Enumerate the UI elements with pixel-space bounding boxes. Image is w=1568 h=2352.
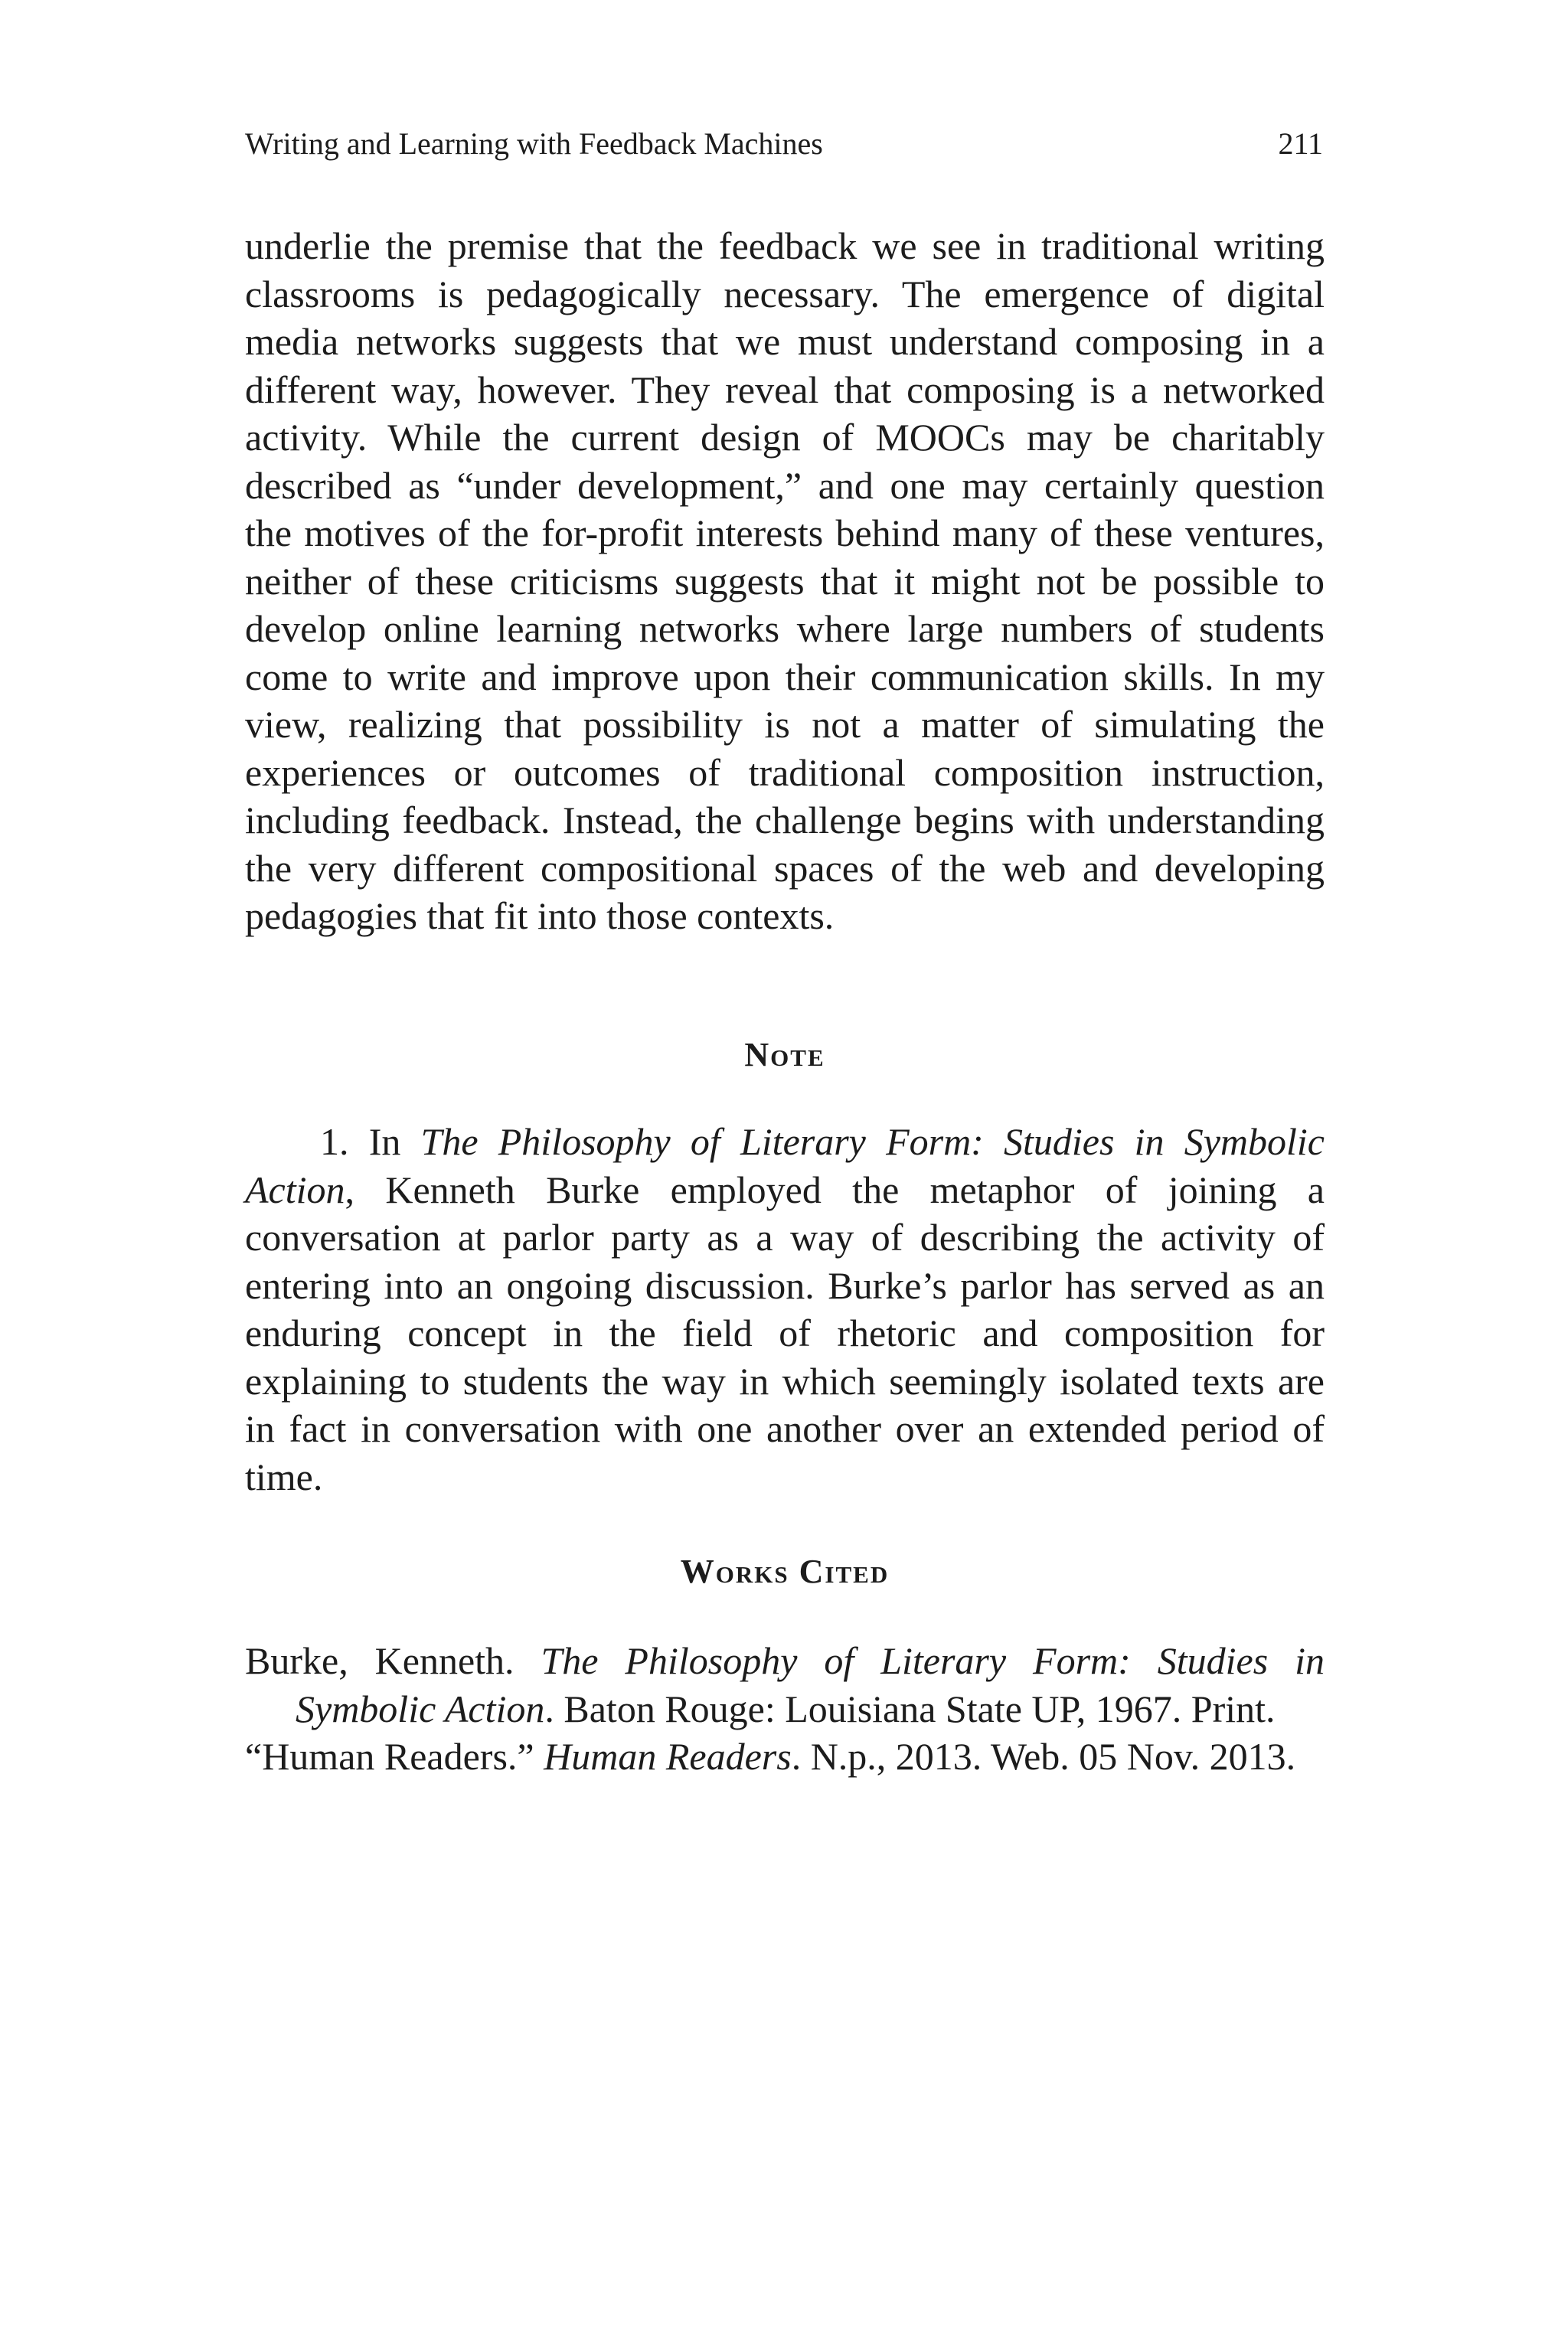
page-number: 211 [1278, 126, 1323, 161]
note-text: , Kenneth Burke employed the metaphor of joining a conversation at parlor party as a way of describing the activity of entering into an ongoing discussion. Burke’s parlor has served as an enduring concept in the field of rhetoric and composition for explaining to students the way in which seemingly isolated texts are in fact in conversation with one another over an extended period of time. [245, 1168, 1325, 1498]
works-cited-heading: Works Cited [680, 1553, 890, 1590]
running-head [245, 121, 1323, 167]
citation-author: “Human Readers.” [245, 1735, 544, 1778]
citation-entry [245, 1733, 1325, 1781]
citation-author: Burke, Kenneth. [245, 1639, 541, 1682]
citation-publication: . Baton Rouge: Louisiana State UP, 1967. Print. [544, 1687, 1276, 1730]
running-title: Writing and Learning with Feedback Machines [245, 126, 823, 161]
note-book-title: The Philosophy of Literary Form: Studies in Symbolic Action [245, 1120, 1325, 1211]
works-cited-list [245, 1637, 1325, 1781]
note-number: 1. In [320, 1120, 421, 1163]
body-paragraph: underlie the premise that the feedback we see in traditional writing classrooms is pedagogically necessary. The emergence of digital media networks suggests that we must understand composing in a different way, however. They reveal that composing is a networked activity. While the current design of MOOCs may be charitably described as “under development,” and one may certainly question the motives of the for-profit interests behind many of these ventures, neither of these criticisms suggests that it might not be possible to develop online learning networks where large numbers of students come to write and improve upon their communication skills. In my view, realizing that possibility is not a matter of simulating the experiences or outcomes of traditional composition instruction, including feedback. Instead, the challenge begins with understanding the very different compositional spaces of the web and developing pedagogies that fit into those contexts. [245, 224, 1325, 937]
citation-title: The Philosophy of Literary Form: Studies in Symbolic Action [296, 1639, 1325, 1730]
citation-title: Human Readers [544, 1735, 792, 1778]
citation-entry [245, 1637, 1325, 1733]
note-paragraph [245, 1118, 1325, 1501]
note-heading: Note [744, 1036, 825, 1073]
citation-publication: . N.p., 2013. Web. 05 Nov. 2013. [791, 1735, 1296, 1778]
